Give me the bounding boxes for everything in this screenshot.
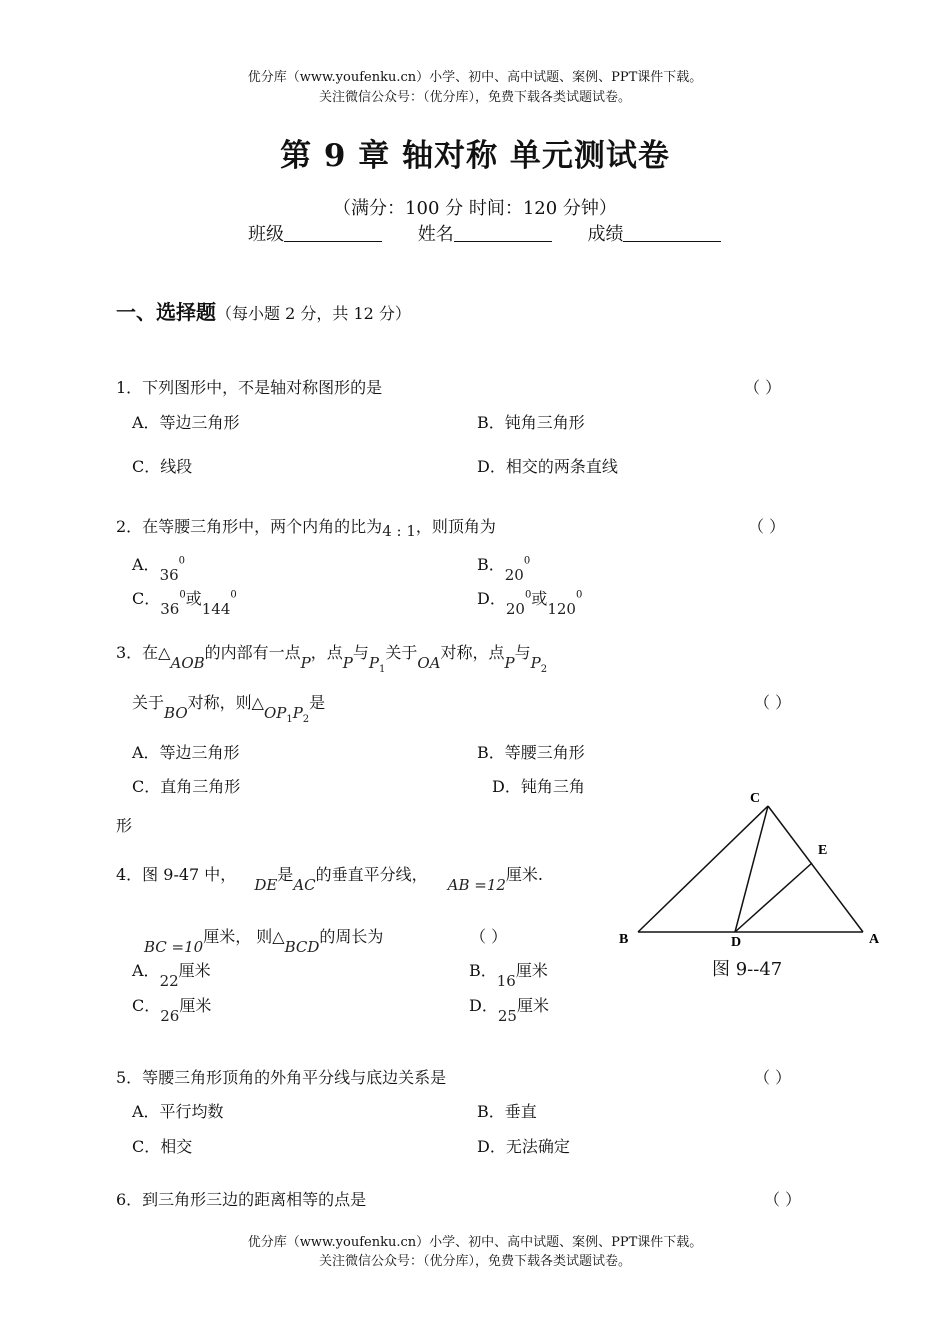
unit: 厘米 bbox=[178, 961, 211, 980]
unit: 厘米 bbox=[516, 996, 549, 1015]
question-3-stem-line-2 bbox=[132, 690, 325, 725]
math-p1 bbox=[368, 654, 386, 675]
question-1-option-c[interactable]: C．线段 bbox=[132, 457, 193, 476]
option-value: 22 bbox=[159, 972, 179, 990]
footer-line-2: 关注微信公众号：（优分库），免费下载各类试题试卷。 bbox=[318, 1254, 631, 1269]
question-4-option-c[interactable] bbox=[132, 993, 211, 1025]
math-p: P bbox=[504, 654, 515, 672]
question-5-stem: 5．等腰三角形顶角的外角平分线与底边关系是 bbox=[116, 1068, 447, 1087]
class-blank[interactable] bbox=[284, 223, 382, 242]
name-blank[interactable] bbox=[454, 223, 552, 242]
or-word: 或 bbox=[531, 589, 548, 608]
header-line-1: 优分库（www.youfenku.cn）小学、初中、高中试题、案例、PPT课件下载。 bbox=[247, 70, 703, 85]
text: ，点 bbox=[310, 643, 343, 662]
question-3-option-d-wrap: 形 bbox=[116, 816, 133, 835]
point-label-d: D bbox=[731, 935, 742, 950]
math-oa: OA bbox=[417, 654, 441, 672]
ratio-expr: 4 : 1 bbox=[382, 522, 416, 540]
text: 与 bbox=[352, 643, 369, 662]
question-4-option-b[interactable] bbox=[469, 958, 548, 990]
text: 3．在△ bbox=[116, 643, 171, 662]
option-value: 26 bbox=[160, 1007, 180, 1025]
subscript: 1 bbox=[378, 664, 386, 675]
question-1-answer[interactable]: （ ） bbox=[744, 378, 782, 397]
option-label: D． bbox=[469, 996, 498, 1015]
question-4-option-a[interactable] bbox=[132, 958, 211, 990]
symbol: P bbox=[292, 704, 303, 722]
grade-blank[interactable] bbox=[623, 223, 721, 242]
option-value: 16 bbox=[496, 972, 516, 990]
subscript: 2 bbox=[302, 714, 310, 725]
question-5-answer[interactable]: （ ） bbox=[754, 1068, 792, 1087]
degree-mark: 0 bbox=[523, 555, 531, 567]
math-p: P bbox=[342, 654, 353, 672]
math-bcd: BCD bbox=[284, 938, 320, 956]
question-5-option-b[interactable]: B．垂直 bbox=[477, 1102, 537, 1121]
question-1-option-d[interactable]: D．相交的两条直线 bbox=[477, 457, 618, 476]
text: 4．图 9-47 中， bbox=[116, 865, 237, 884]
text: 的周长为 bbox=[319, 927, 384, 946]
question-4-answer[interactable]: （ ） bbox=[470, 927, 508, 946]
symbol: P bbox=[530, 654, 541, 672]
unit: 厘米 bbox=[515, 961, 548, 980]
figure-9-47 bbox=[610, 782, 890, 982]
option-label: D． bbox=[477, 589, 506, 608]
question-3-option-a[interactable]: A．等边三角形 bbox=[132, 743, 240, 762]
text: 关于 bbox=[385, 643, 418, 662]
text: 关于 bbox=[132, 693, 165, 712]
section-note: （每小题 2 分，共 12 分） bbox=[216, 304, 411, 323]
degree-mark: 0 bbox=[524, 589, 532, 601]
name-label: 姓名 bbox=[417, 224, 454, 245]
figure-caption: 图 9--47 bbox=[712, 959, 783, 980]
option-value: 20 bbox=[504, 566, 524, 584]
question-5-option-c[interactable]: C．相交 bbox=[132, 1137, 193, 1156]
question-2-text: 2．在等腰三角形中，两个内角的比为 bbox=[116, 517, 383, 536]
point-label-b: B bbox=[619, 932, 629, 947]
option-value: 25 bbox=[497, 1007, 517, 1025]
text: 厘米， 则△ bbox=[203, 927, 285, 946]
option-label: B． bbox=[477, 555, 505, 574]
header-line-2: 关注微信公众号：（优分库），免费下载各类试题试卷。 bbox=[318, 90, 631, 105]
page-title: 第 9 章 轴对称 单元测试卷 bbox=[280, 138, 670, 174]
math-op1p2 bbox=[263, 704, 310, 725]
option-value: 120 bbox=[547, 600, 576, 618]
subscript: 2 bbox=[540, 664, 548, 675]
score-time: （满分：100 分 时间：120 分钟） bbox=[333, 198, 617, 219]
question-3-option-b[interactable]: B．等腰三角形 bbox=[477, 743, 585, 762]
text: 与 bbox=[514, 643, 531, 662]
question-3-option-c[interactable]: C．直角三角形 bbox=[132, 777, 241, 796]
question-4-stem-line-1 bbox=[116, 862, 543, 894]
question-2-answer[interactable]: （ ） bbox=[748, 517, 786, 536]
math-aob: AOB bbox=[170, 654, 205, 672]
text: 是 bbox=[309, 693, 326, 712]
question-1-stem: 1．下列图形中，不是轴对称图形的是 bbox=[116, 378, 383, 397]
question-3-option-d[interactable]: D．钝角三角 bbox=[492, 777, 585, 796]
math-ac: AC bbox=[293, 876, 316, 894]
option-label: A． bbox=[132, 961, 160, 980]
text: 是 bbox=[277, 865, 294, 884]
option-value: 20 bbox=[505, 600, 525, 618]
degree-mark: 0 bbox=[230, 589, 237, 601]
option-label: C． bbox=[132, 589, 161, 608]
option-value: 36 bbox=[159, 566, 179, 584]
symbol: OP bbox=[263, 704, 287, 722]
class-label: 班级 bbox=[248, 224, 284, 245]
segment-bc bbox=[638, 806, 768, 932]
question-4-stem-line-2 bbox=[144, 924, 383, 956]
segment-de bbox=[735, 863, 812, 932]
unit: 厘米 bbox=[179, 996, 212, 1015]
question-3-stem-line-1 bbox=[116, 640, 547, 675]
question-2-option-c[interactable] bbox=[132, 586, 237, 618]
question-2-option-d[interactable] bbox=[477, 586, 582, 618]
option-label: A． bbox=[132, 555, 160, 574]
grade-label: 成绩 bbox=[587, 224, 624, 245]
section-title: 一、选择题 bbox=[116, 300, 216, 324]
math-bc: BC =10 bbox=[144, 938, 204, 956]
question-2-text-end: ，则顶角为 bbox=[415, 517, 496, 536]
text: 的内部有一点 bbox=[204, 643, 301, 662]
question-4-option-d[interactable] bbox=[469, 993, 549, 1025]
question-2-option-b[interactable] bbox=[477, 552, 530, 584]
question-1-option-b[interactable]: B．钝角三角形 bbox=[477, 413, 585, 432]
subscript: 1 bbox=[286, 714, 293, 725]
question-1-option-a[interactable]: A．等边三角形 bbox=[132, 413, 240, 432]
text: 的垂直平分线， bbox=[315, 865, 428, 884]
option-label: B． bbox=[469, 961, 497, 980]
question-3-answer[interactable]: （ ） bbox=[754, 693, 792, 712]
question-6-stem: 6．到三角形三边的距离相等的点是 bbox=[116, 1190, 367, 1209]
segment-ca bbox=[768, 806, 863, 932]
or-word: 或 bbox=[185, 589, 202, 608]
option-value: 36 bbox=[160, 600, 180, 618]
segment-dc bbox=[735, 806, 768, 932]
point-label-c: C bbox=[750, 791, 761, 806]
point-label-e: E bbox=[818, 843, 828, 858]
degree-mark: 0 bbox=[575, 589, 583, 601]
question-2-option-a[interactable] bbox=[132, 552, 185, 584]
footer-line-1: 优分库（www.youfenku.cn）小学、初中、高中试题、案例、PPT课件下载。 bbox=[247, 1235, 703, 1250]
point-label-a: A bbox=[869, 932, 880, 947]
info-blanks bbox=[248, 220, 751, 246]
degree-mark: 0 bbox=[178, 555, 186, 567]
question-6-answer[interactable]: （ ） bbox=[764, 1190, 802, 1209]
text: 对称，则△ bbox=[187, 693, 264, 712]
math-de: DE bbox=[254, 876, 278, 894]
math-bo: BO bbox=[164, 704, 188, 722]
degree-mark: 0 bbox=[179, 589, 186, 601]
math-p2 bbox=[530, 654, 548, 675]
math-ab: AB =12 bbox=[447, 876, 506, 894]
symbol: P bbox=[368, 654, 379, 672]
question-5-option-a[interactable]: A．平行均数 bbox=[132, 1102, 224, 1121]
question-2-stem bbox=[116, 514, 496, 540]
math-p: P bbox=[300, 654, 311, 672]
text: 厘米. bbox=[505, 865, 544, 884]
question-5-option-d[interactable]: D．无法确定 bbox=[477, 1137, 570, 1156]
option-label: C． bbox=[132, 996, 161, 1015]
text: 对称，点 bbox=[440, 643, 505, 662]
section-heading bbox=[116, 296, 411, 325]
option-value: 144 bbox=[201, 600, 231, 618]
